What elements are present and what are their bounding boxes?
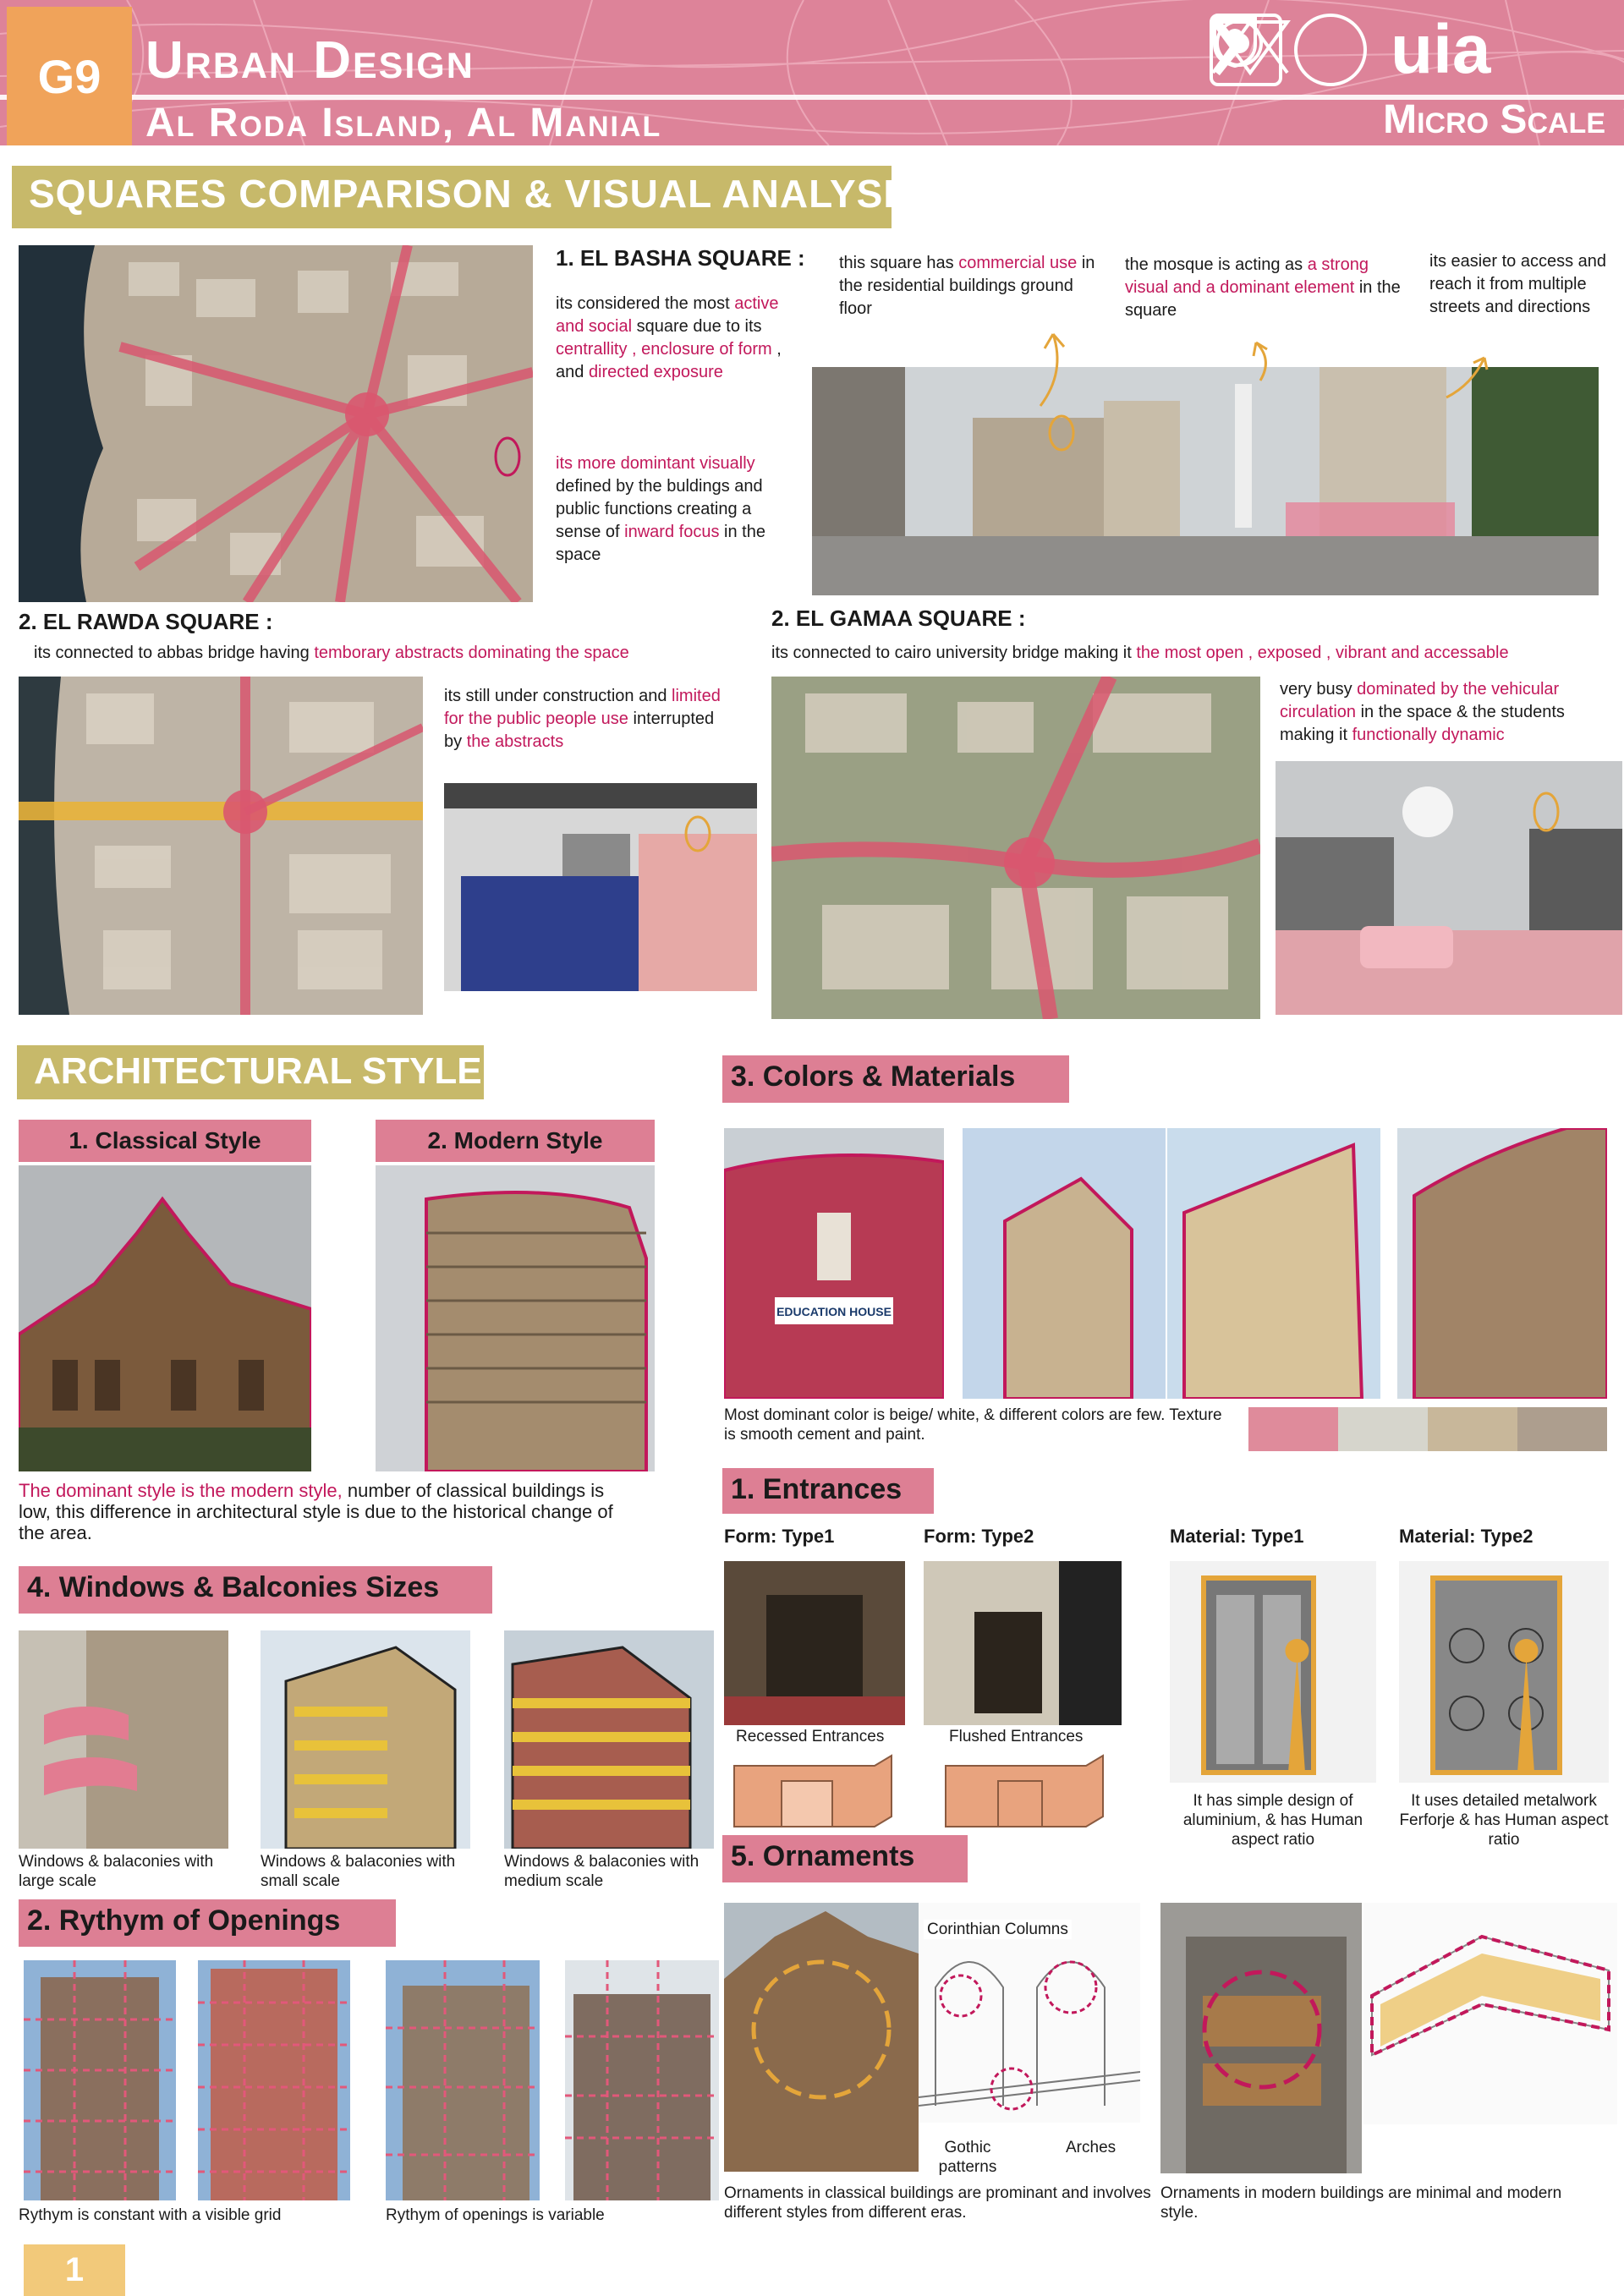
form-type1-label: Form: Type1 <box>724 1526 835 1547</box>
basha-note-access: its easier to access and reach it from multiple streets and directions <box>1429 252 1606 316</box>
page-subtitle: Al Roda Island, Al Manial <box>145 101 662 145</box>
material-type2-caption: It uses detailed metalwork Ferforje & has Human aspect ratio <box>1399 1792 1609 1849</box>
flushed-entrance-caption: Flushed Entrances <box>949 1728 1084 1745</box>
large-balcony-photo <box>19 1630 228 1849</box>
gamaa-traffic-photo <box>1276 761 1622 1015</box>
rawda-title: 2. EL RAWDA SQUARE : <box>19 609 273 634</box>
beige-tower-photo-3 <box>1397 1128 1607 1399</box>
gamaa-note <box>1280 678 1610 747</box>
beige-tower-photo-2 <box>1167 1128 1380 1399</box>
highlight: the abstracts <box>466 732 564 751</box>
ornaments-section-title: 5. Ornaments <box>722 1835 968 1882</box>
group-badge: G9 <box>7 7 132 145</box>
basha-title: 1. EL BASHA SQUARE : <box>556 245 805 271</box>
highlight: enclosure of form <box>641 340 772 359</box>
gothic-label: Gothic patterns <box>938 2139 997 2176</box>
text: its considered the most <box>556 294 730 313</box>
highlight: active and social <box>556 294 779 336</box>
text: in the space & the students making it <box>1280 703 1565 744</box>
arch-description <box>19 1480 628 1543</box>
rhythm-caption-2: Rythym of openings is variable <box>386 2206 605 2224</box>
logos <box>1210 11 1502 88</box>
classical-ornament-caption: Ornaments in classical buildings are prominant and involves different styles from different eras. <box>724 2184 1151 2222</box>
highlight: a strong visual and a dominant element <box>1125 255 1369 297</box>
page-number: 1 <box>24 2244 125 2296</box>
highlight: inward focus <box>624 523 720 541</box>
material-type2-label: Material: Type2 <box>1399 1526 1533 1547</box>
recessed-entrance-diagram <box>734 1756 892 1827</box>
color-palette <box>1248 1407 1607 1451</box>
windows-section-title: 4. Windows & Balconies Sizes <box>19 1566 492 1614</box>
beige-tower-photo-1 <box>963 1128 1166 1399</box>
recessed-entrance-photo <box>724 1561 905 1725</box>
highlight: dominated by the vehicular circulation <box>1280 680 1560 721</box>
small-balcony-photo <box>261 1630 470 1849</box>
text: in the square <box>1125 278 1401 320</box>
squares-section-title: SQUARES COMPARISON & VISUAL ANALYSIS <box>12 166 892 228</box>
basha-note-commercial <box>839 252 1110 321</box>
text: number of classical buildings is low, this difference in architectural style is due to the historical change of the area. <box>19 1480 613 1543</box>
text: , and <box>556 340 782 381</box>
rawda-note <box>444 685 723 753</box>
highlight: the most open , exposed , vibrant and accessable <box>1136 644 1509 662</box>
text: its connected to cairo university bridge making it <box>771 644 1132 662</box>
rawda-construction-photo <box>444 783 757 991</box>
modern-ornament-sketch <box>1363 1903 1617 2124</box>
modern-building-photo <box>376 1165 655 1471</box>
gamaa-title: 2. EL GAMAA SQUARE : <box>771 606 1026 631</box>
material-type1-label: Material: Type1 <box>1170 1526 1304 1547</box>
palette-swatch <box>1338 1407 1428 1451</box>
rhythm-section-title: 2. Rythym of Openings <box>19 1899 396 1947</box>
highlight: functionally dynamic <box>1352 726 1505 744</box>
highlight: its more domintant visually <box>556 454 755 473</box>
page-title: Urban Design <box>145 31 475 90</box>
flushed-entrance-photo <box>924 1561 1122 1725</box>
highlight: directed exposure <box>588 363 723 381</box>
text: very busy <box>1280 680 1352 699</box>
basha-note-mosque <box>1125 254 1404 322</box>
rhythm-photo-4 <box>565 1960 719 2200</box>
rhythm-photo-3 <box>386 1960 540 2200</box>
gamaa-aerial-map <box>771 677 1260 1019</box>
highlight: The dominant style is the modern style, <box>19 1480 343 1501</box>
scale-label: Micro Scale <box>1383 97 1605 142</box>
modern-ornament-photo <box>1160 1903 1362 2173</box>
rhythm-caption-1: Rythym is constant with a visible grid <box>19 2206 282 2224</box>
gamaa-description <box>771 642 1609 665</box>
palette-swatch <box>1248 1407 1338 1451</box>
form-type2-label: Form: Type2 <box>924 1526 1034 1547</box>
faculty-seal-icon <box>1294 14 1367 86</box>
flushed-entrance-diagram <box>946 1756 1103 1827</box>
arrow-annotation-icon <box>1243 334 1277 385</box>
header-banner <box>0 0 1624 145</box>
classical-style-header: 1. Classical Style <box>19 1120 311 1162</box>
highlight: limited for the public people use <box>444 687 721 728</box>
rawda-aerial-map <box>19 677 423 1015</box>
modern-style-header: 2. Modern Style <box>376 1120 655 1162</box>
material-type1-caption: It has simple design of aluminium, & has Human aspect ratio <box>1182 1792 1363 1849</box>
basha-paragraph-2 <box>556 452 801 567</box>
entrances-section-title: 1. Entrances <box>722 1468 934 1514</box>
text: the mosque is acting as <box>1125 255 1303 274</box>
medium-balcony-caption: Windows & balaconies with medium scale <box>504 1853 700 1890</box>
highlight: centrallity , <box>556 340 637 359</box>
classical-building-photo <box>19 1165 311 1471</box>
education-house-sign: EDUCATION HOUSE <box>776 1305 892 1318</box>
large-balcony-caption: Windows & balaconies with large scale <box>19 1853 214 1890</box>
rhythm-photo-1 <box>24 1960 176 2200</box>
text: its connected to abbas bridge having <box>34 644 310 662</box>
arrow-annotation-icon <box>1032 321 1083 414</box>
rawda-description <box>34 642 778 665</box>
education-house-photo <box>724 1128 944 1399</box>
entrance-diagrams <box>731 1752 1111 1830</box>
basha-aerial-map <box>19 245 533 602</box>
medium-balcony-photo <box>504 1630 714 1849</box>
classical-ornament-photo <box>724 1903 919 2172</box>
small-balcony-caption: Windows & balaconies with small scale <box>261 1853 456 1890</box>
text: this square has <box>839 254 954 272</box>
aluminium-door-sketch <box>1170 1561 1376 1783</box>
colors-caption: Most dominant color is beige/ white, & different colors are few. Texture is smooth cement and paint. <box>724 1406 1222 1444</box>
arch-section-title: ARCHITECTURAL STYLE <box>17 1045 484 1099</box>
arches-label: Arches <box>1066 2139 1116 2156</box>
palette-swatch <box>1517 1407 1607 1451</box>
palette-swatch <box>1428 1407 1517 1451</box>
corinthian-label: Corinthian Columns <box>924 1920 1072 1939</box>
text: its still under construction and <box>444 687 667 705</box>
rhythm-photo-2 <box>198 1960 350 2200</box>
highlight: temborary abstracts dominating the space <box>314 644 629 662</box>
modern-ornament-caption: Ornaments in modern buildings are minimal and modern style. <box>1160 2184 1562 2222</box>
highlight: commercial use <box>958 254 1078 272</box>
text: interrupted by <box>444 710 715 751</box>
text: in the space <box>556 523 765 564</box>
basha-paragraph-1 <box>556 293 809 384</box>
arrow-annotation-icon <box>1438 351 1497 402</box>
uia-logo: uia <box>1391 11 1491 88</box>
text: defined by the buldings and public functions creating a sense of <box>556 477 763 541</box>
colors-section-title: 3. Colors & Materials <box>722 1055 1069 1103</box>
text: in the residential buildings ground floor <box>839 254 1095 318</box>
recessed-entrance-caption: Recessed Entrances <box>736 1728 885 1745</box>
ferforje-door-sketch <box>1399 1561 1609 1783</box>
text: square due to its <box>636 317 762 336</box>
